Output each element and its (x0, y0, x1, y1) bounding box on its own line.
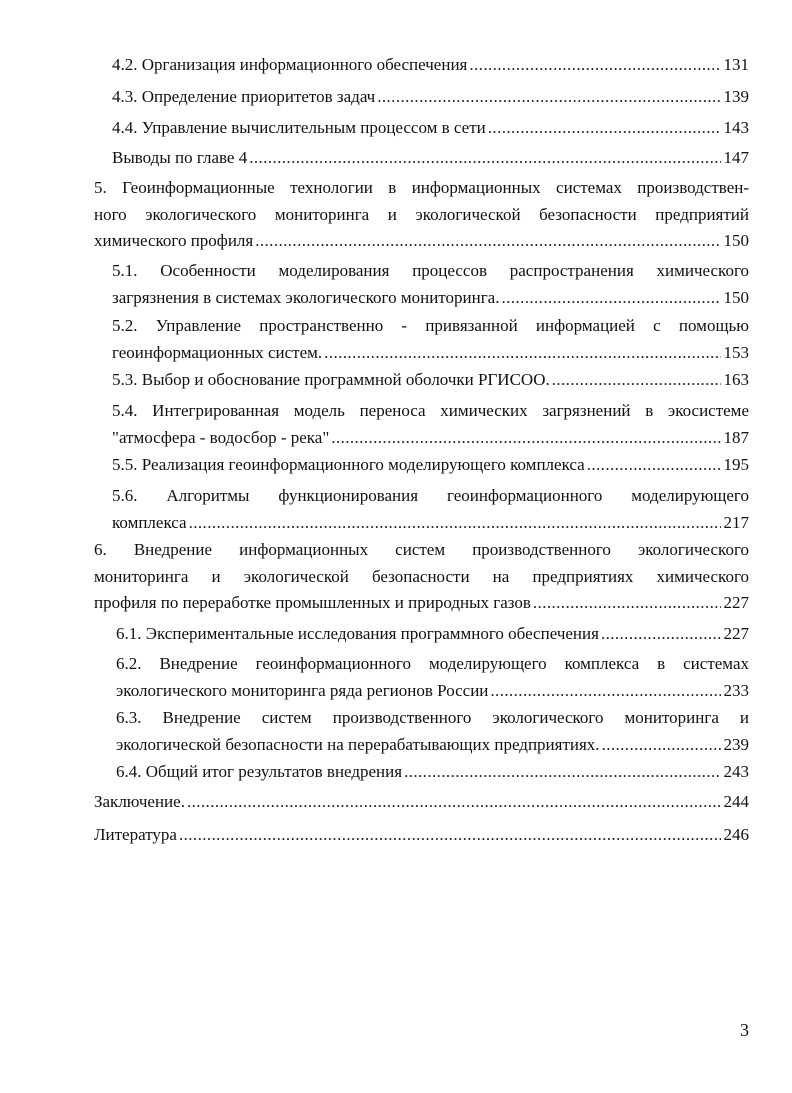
toc-entry-title: химического профиля (94, 231, 254, 250)
dot-leader (179, 822, 721, 849)
toc-entry-title: "атмосфера - водосбор - река" (112, 427, 330, 447)
toc-page-number: 150 (723, 231, 749, 250)
toc-entry-title-line: мониторинга и экологической безопасности на предприятиях химического (94, 566, 749, 586)
toc-entry-references[interactable] (94, 822, 749, 849)
toc-entry-conclusion[interactable] (94, 789, 749, 816)
dot-leader (404, 759, 721, 786)
toc-page-number: 233 (723, 680, 749, 700)
toc-entry-title-line: ного экологического мониторинга и экологической безопасности предприятий (94, 204, 749, 224)
toc-entry-title: 4.4. Управление вычислительным процессом в сети (112, 118, 486, 137)
toc-page-number: 244 (723, 792, 749, 811)
toc-page-number: 227 (723, 624, 749, 643)
dot-leader (377, 84, 721, 111)
toc-entry-title: комплекса (112, 512, 187, 532)
toc-page-number: 246 (723, 825, 749, 844)
toc-entry-4-2[interactable] (112, 52, 749, 79)
toc-entry-title: 6.4. Общий итог результатов внедрения (116, 762, 403, 781)
dot-leader (187, 789, 721, 816)
toc-page-number: 147 (723, 148, 749, 167)
toc-entry-title: профиля по переработке промышленных и природных газов (94, 593, 531, 612)
toc-entry-chapter-4-conclusions[interactable] (112, 145, 749, 172)
toc-page-number: 143 (723, 118, 749, 137)
dot-leader (189, 510, 721, 537)
toc-page-number: 131 (723, 55, 749, 74)
toc-entry-title: 6.1. Экспериментальные исследования программного обеспечения (116, 624, 599, 643)
toc-entry-chapter-6[interactable] (94, 537, 749, 617)
toc-entry-title: 5.3. Выбор и обоснование программной оболочки РГИСОО. (112, 370, 550, 389)
page-number: 3 (740, 1020, 749, 1040)
toc-entry-5-2[interactable] (112, 313, 749, 366)
dot-leader (601, 621, 721, 648)
toc-page-number: 187 (723, 427, 749, 447)
toc-entry-chapter-5[interactable] (94, 175, 749, 255)
toc-entry-title: Выводы по главе 4 (112, 148, 248, 167)
toc-entry-title: экологической безопасности на перерабатывающих предприятиях. (116, 734, 600, 754)
toc-entry-5-1[interactable] (112, 258, 749, 311)
toc-entry-6-1[interactable] (116, 621, 749, 648)
toc-entry-title-line: 5. Геоинформационные технологии в информационных системах производствен- (94, 178, 749, 197)
toc-entry-title-line: 5.2. Управление пространственно - привязанной информацией с помощью (112, 316, 749, 335)
toc-page-number: 139 (723, 87, 749, 106)
toc-page-number: 163 (723, 370, 749, 389)
dot-leader (602, 732, 721, 759)
toc-entry-title-line: 5.4. Интегрированная модель переноса химических загрязнений в экосистеме (112, 401, 749, 420)
toc-entry-4-4[interactable] (112, 115, 749, 142)
toc-entry-title: 4.3. Определение приоритетов задач (112, 87, 376, 106)
dot-leader (255, 228, 721, 255)
toc-page-number: 217 (723, 512, 749, 532)
toc-page-number: 243 (723, 762, 749, 781)
toc-entry-title-line: 6.3. Внедрение систем производственного экологического мониторинга и (116, 708, 749, 727)
toc-entry-4-3[interactable] (112, 84, 749, 111)
toc-entry-title: геоинформационных систем. (112, 342, 323, 362)
dot-leader (249, 145, 721, 172)
toc-page-number: 227 (723, 593, 749, 612)
toc-entry-6-3[interactable] (116, 705, 749, 758)
toc-entry-5-4[interactable] (112, 398, 749, 451)
dot-leader (331, 425, 721, 452)
toc-entry-title: Заключение. (94, 792, 185, 811)
dot-leader (552, 367, 721, 394)
dot-leader (501, 285, 721, 312)
dot-leader (488, 115, 721, 142)
dot-leader (533, 590, 721, 617)
toc-entry-title-line: 5.1. Особенности моделирования процессов распространения химического (112, 261, 749, 280)
toc-entry-title: 4.2. Организация информационного обеспечения (112, 55, 468, 74)
toc-entry-6-4[interactable] (116, 759, 749, 786)
toc-entry-title-line: 6.2. Внедрение геоинформационного моделирующего комплекса в системах (116, 654, 749, 673)
dot-leader (324, 340, 721, 367)
toc-entry-title: 5.5. Реализация геоинформационного моделирующего комплекса (112, 455, 585, 474)
dot-leader (469, 52, 721, 79)
toc-page-number: 150 (723, 287, 749, 307)
toc-entry-title-line: 5.6. Алгоритмы функционирования геоинформационного моделирующего (112, 486, 749, 505)
toc-entry-5-3[interactable] (112, 367, 749, 394)
toc-entry-6-2[interactable] (116, 651, 749, 704)
toc-page-number: 239 (723, 734, 749, 754)
dot-leader (490, 678, 721, 705)
toc-page-number: 195 (723, 455, 749, 474)
toc-entry-title-line: 6. Внедрение информационных систем производственного экологического (94, 540, 749, 559)
toc-entry-title: экологического мониторинга ряда регионов России (116, 680, 489, 700)
toc-entry-5-6[interactable] (112, 483, 749, 536)
toc-entry-5-5[interactable] (112, 452, 749, 479)
toc-entry-title: Литература (94, 825, 177, 844)
toc-entry-title: загрязнения в системах экологического мониторинга. (112, 287, 500, 307)
toc-page-number: 153 (723, 342, 749, 362)
dot-leader (587, 452, 721, 479)
